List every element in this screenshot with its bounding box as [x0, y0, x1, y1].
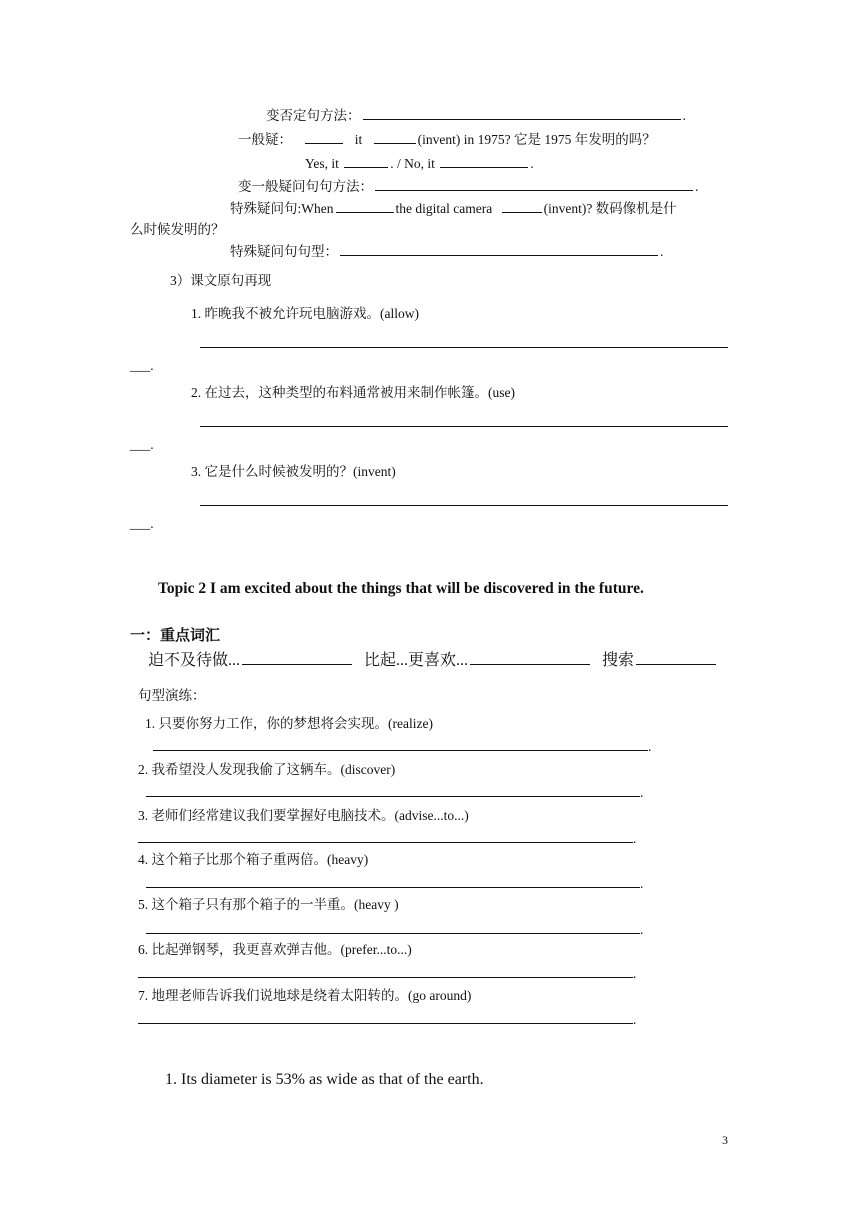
practice-item-7-answer-line[interactable]	[138, 1023, 633, 1024]
negative-method-line	[266, 107, 686, 125]
special-question-wrap: 么时候发明的？	[130, 222, 225, 237]
practice-item-4: 4. 这个箱子比那个箱子重两倍。(heavy)	[138, 852, 369, 867]
practice-label: 句型演练：	[138, 688, 206, 703]
practice-item-1-answer-line[interactable]	[153, 750, 648, 751]
vocab-2-blank[interactable]	[470, 652, 590, 665]
special-question-blank-2[interactable]	[502, 200, 542, 213]
practice-item-4-period: .	[640, 876, 644, 891]
special-question-pattern-line	[230, 243, 663, 261]
practice-item-3-period: .	[633, 831, 637, 846]
vocab-3-label: 搜索	[602, 652, 635, 669]
special-question-pattern-label: 特殊疑问句句型：	[230, 244, 338, 259]
answer-yes-blank[interactable]	[344, 155, 388, 168]
final-sentence: 1. Its diameter is 53% as wide as that of the earth.	[165, 1071, 484, 1088]
general-question-method-line	[238, 178, 698, 196]
text-sentence-3-end: ___.	[130, 516, 154, 531]
practice-item-2: 2. 我希望没人发现我偷了这辆车。(discover)	[138, 762, 396, 777]
practice-item-2-answer-line[interactable]	[146, 796, 640, 797]
text-sentence-2-answer-line[interactable]	[200, 426, 728, 427]
general-answer-line	[305, 155, 534, 173]
general-question-invent: (invent) in 1975? 它是 1975 年发明的吗？	[417, 132, 656, 147]
text-sentence-2: 2. 在过去，这种类型的布料通常被用来制作帐篷。(use)	[191, 385, 515, 400]
practice-item-7: 7. 地理老师告诉我们说地球是绕着太阳转的。(go around)	[138, 988, 472, 1003]
general-question-blank-2[interactable]	[374, 131, 416, 144]
text-sentences-heading: 3）课文原句再现	[170, 273, 272, 288]
practice-item-2-period: .	[640, 785, 644, 800]
special-question-line	[230, 200, 677, 218]
practice-item-5-answer-line[interactable]	[146, 933, 640, 934]
vocab-1-blank[interactable]	[242, 652, 352, 665]
general-question-blank-1[interactable]	[305, 131, 343, 144]
practice-item-7-period: .	[633, 1012, 637, 1027]
period: .	[695, 179, 699, 194]
answer-no-blank[interactable]	[440, 155, 528, 168]
practice-item-6: 6. 比起弹钢琴，我更喜欢弹吉他。(prefer...to...)	[138, 942, 412, 957]
period: .	[530, 156, 534, 171]
general-question-it: it	[354, 132, 363, 147]
practice-item-5-period: .	[640, 922, 644, 937]
negative-method-label: 变否定句方法：	[266, 108, 361, 123]
text-sentence-3-answer-line[interactable]	[200, 505, 728, 506]
section-title: 一：重点词汇	[130, 626, 221, 644]
special-question-label: 特殊疑问句:When	[230, 201, 334, 216]
practice-item-6-answer-line[interactable]	[138, 977, 633, 978]
practice-item-1: 1. 只要你努力工作，你的梦想将会实现。(realize)	[145, 716, 433, 731]
practice-item-1-period: .	[648, 739, 652, 754]
practice-item-6-period: .	[633, 966, 637, 981]
general-question-line	[238, 131, 656, 149]
text-sentence-1-answer-line[interactable]	[200, 347, 728, 348]
special-question-invent: (invent)? 数码像机是什	[543, 201, 677, 216]
special-question-blank-1[interactable]	[336, 200, 394, 213]
practice-item-4-answer-line[interactable]	[146, 887, 640, 888]
special-question-camera: the digital camera	[395, 201, 493, 216]
text-sentence-3: 3. 它是什么时候被发明的？(invent)	[191, 464, 396, 479]
text-sentence-2-end: ___.	[130, 437, 154, 452]
general-question-method-blank[interactable]	[375, 178, 693, 191]
topic-title: Topic 2 I am excited about the things that will be discovered in the future.	[158, 580, 644, 597]
vocab-2-label: 比起...更喜欢...	[364, 652, 469, 669]
negative-method-blank[interactable]	[363, 107, 681, 120]
vocab-line	[148, 652, 718, 670]
text-sentence-1-end: ___.	[130, 358, 154, 373]
practice-item-3: 3. 老师们经常建议我们要掌握好电脑技术。(advise...to...)	[138, 808, 469, 823]
page-number: 3	[722, 1133, 728, 1147]
answer-yes-label: Yes, it	[305, 156, 339, 171]
period: .	[682, 108, 686, 123]
practice-item-3-answer-line[interactable]	[138, 842, 633, 843]
vocab-3-blank[interactable]	[636, 652, 716, 665]
answer-no-label: . / No, it	[390, 156, 435, 171]
text-sentence-1: 1. 昨晚我不被允许玩电脑游戏。(allow)	[191, 306, 419, 321]
period: .	[660, 244, 664, 259]
general-question-method-label: 变一般疑问句句方法：	[238, 179, 373, 194]
vocab-1-label: 迫不及待做...	[148, 652, 241, 669]
practice-item-5: 5. 这个箱子只有那个箱子的一半重。(heavy )	[138, 897, 399, 912]
special-question-pattern-blank[interactable]	[340, 243, 658, 256]
general-question-label: 一般疑：	[238, 132, 292, 147]
